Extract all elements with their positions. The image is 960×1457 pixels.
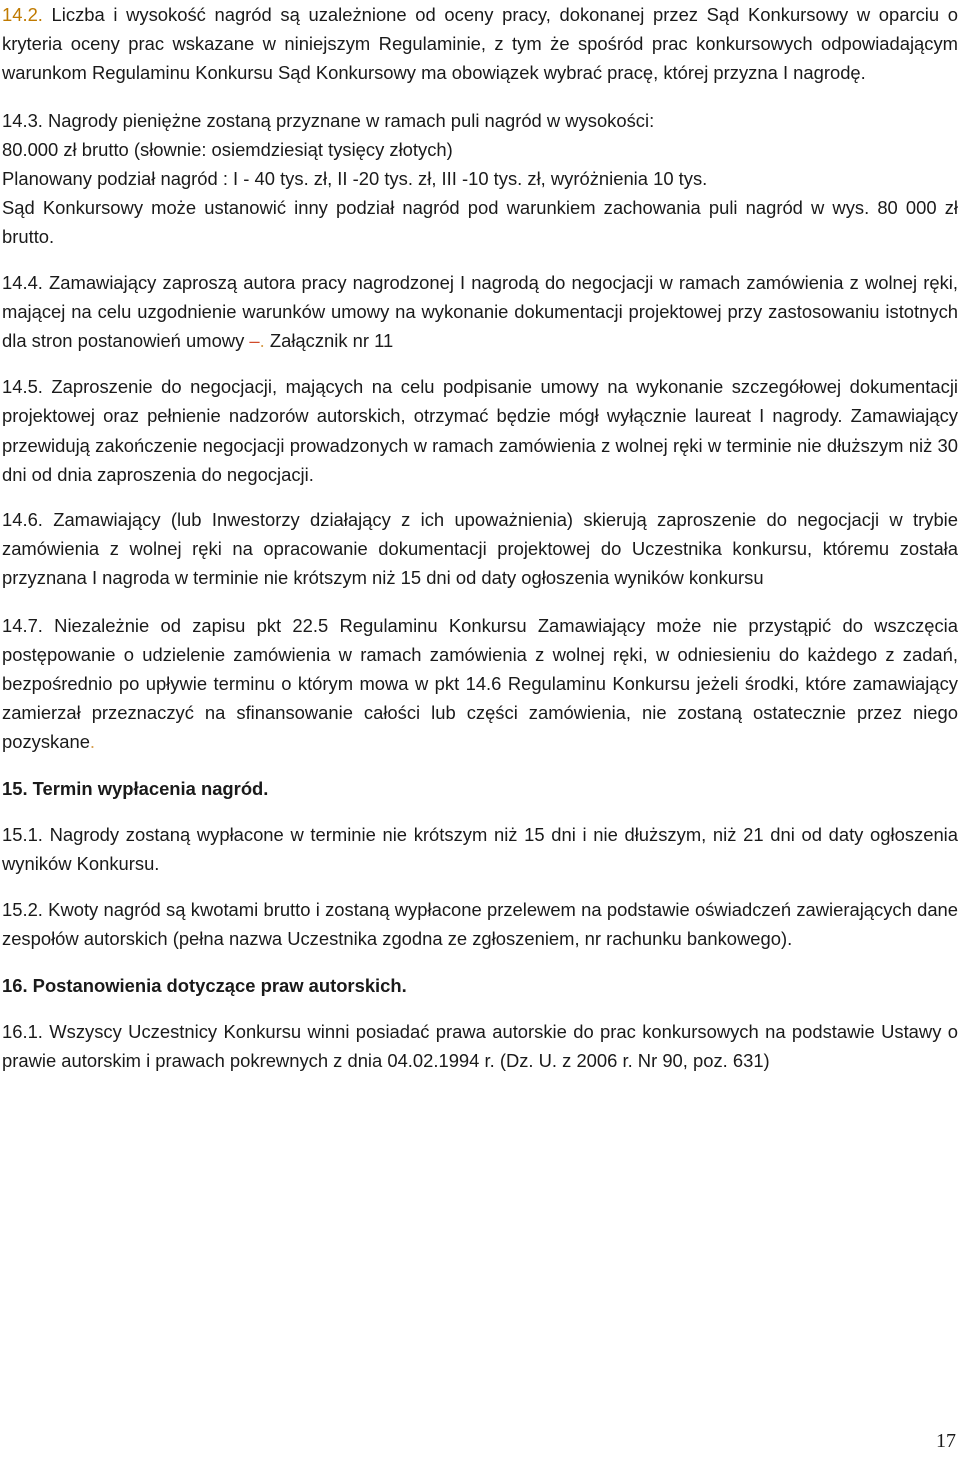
spacer <box>2 878 958 895</box>
paragraph-tail-14-4: Załącznik nr 11 <box>264 330 394 352</box>
paragraph-14-4 <box>2 268 958 356</box>
paragraph-15-1: 15.1. Nagrody zostaną wypłacone w terminie nie krótszym niż 15 dni i nie dłuższym, niż 21 dni od daty ogłoszenia wyników Konkursu. <box>2 823 958 875</box>
document-page <box>2 0 958 1075</box>
dot-mark: . <box>259 330 265 352</box>
dot-mark: . <box>89 731 96 753</box>
spacer <box>2 355 958 372</box>
paragraph-14-3-line-1: 14.3. Nagrody pieniężne zostaną przyznane w ramach puli nagród w wysokości: <box>2 109 655 131</box>
spacer <box>2 1000 958 1017</box>
paragraph-14-3-line-2: 80.000 zł brutto (słownie: osiemdziesiąt tysięcy złotych) <box>2 138 453 160</box>
paragraph-14-3-line-3: Planowany podział nagród : I - 40 tys. zł, II -20 tys. zł, III -10 tys. zł, wyróżnienia 10 tys. <box>2 168 708 190</box>
page-number: 17 <box>936 1430 956 1452</box>
paragraph-14-3-text: Sąd Konkursowy może ustanowić inny podział nagród pod warunkiem zachowania puli nagród w wys. 80 000 zł brutto. <box>2 197 958 248</box>
spacer <box>2 803 958 820</box>
paragraph-text-14-4: 14.4. Zamawiający zaproszą autora pracy nagrodzonej I nagrodą do negocjacji w ramach zamówienia z wolnej ręki, mającej na celu uzgodnienie warunków umowy na wykonanie dokumentacji projektowej przy zastosowaniu istotnych dla stron postanowień umowy <box>2 271 958 352</box>
spacer <box>2 489 958 505</box>
paragraph-15-2: 15.2. Kwoty nagród są kwotami brutto i zostaną wypłacone przelewem na podstawie oświadczeń zawierających dane zespołów autorskich (pełna nazwa Uczestnika zgodna ze zgłoszeniem, nr rachunku bankowego). <box>2 899 958 950</box>
paragraph-14-6: 14.6. Zamawiający (lub Inwestorzy działający z ich upoważnienia) skierują zaproszenie do negocjacji w trybie zamówienia z wolnej ręki na opracowanie dokumentacji projektowej do Uczestnika konkursu, któremu została przyznana I nagroda w terminie nie krótszym niż 15 dni od daty ogłoszenia wyników konkursu <box>2 509 958 589</box>
dash-mark: – <box>249 330 260 352</box>
spacer <box>2 757 958 774</box>
paragraph-14-2 <box>2 0 958 88</box>
spacer <box>2 954 958 971</box>
spacer <box>2 593 958 611</box>
paragraph-number-14-2: 14.2. <box>2 4 43 25</box>
section-heading-15: 15. Termin wypłacenia nagród. <box>2 777 269 799</box>
paragraph-14-7 <box>2 611 958 757</box>
paragraph-text-14-7: 14.7. Niezależnie od zapisu pkt 22.5 Regulaminu Konkursu Zamawiający może nie przystąpić do wszczęcia postępowanie o udzielenie zamówienia w ramach zamówienia z wolnej ręki, w odniesieniu do każdego z zadań, bezpośrednio po upływie terminu o którym mowa w pkt 14.6 Regulaminu Konkursu jeżeli środki, które zamawiający zamierzał przeznaczyć na sfinansowanie całości lub części zamówienia, nie zostaną ostatecznie przez niego pozyskane <box>2 614 958 753</box>
section-heading-16: 16. Postanowienia dotyczące praw autorskich. <box>2 974 407 996</box>
spacer <box>2 88 958 100</box>
paragraph-16-1: 16.1. Wszyscy Uczestnicy Konkursu winni posiadać prawa autorskie do prac konkursowych na podstawie Ustawy o prawie autorskim i prawach pokrewnych z dnia 04.02.1994 r. (Dz. U. z 2006 r. Nr 90, poz. 631) <box>2 1020 958 1072</box>
spacer <box>2 252 958 268</box>
paragraph-text-14-2: Liczba i wysokość nagród są uzależnione od oceny pracy, dokonanej przez Sąd Konkursowy w oparciu o kryteria oceny prac wskazane w niniejszym Regulaminie, z tym że spośród prac konkursowych odpowiadającym warunkom Regulaminu Konkursu Sąd Konkursowy ma obowiązek wybrać pracę, której przyzna I nagrodę. <box>2 4 958 84</box>
paragraph-14-5: 14.5. Zaproszenie do negocjacji, mających na celu podpisanie umowy na wykonanie szczegółowej dokumentacji projektowej oraz pełnienie nadzorów autorskich, otrzymać będzie mógł wyłącznie laureat I nagrody. Zamawiający przewidują zakończenie negocjacji prowadzonych w ramach zamówienia z wolnej ręki w terminie nie dłuższym niż 30 dni od dnia zaproszenia do negocjacji. <box>2 376 958 485</box>
